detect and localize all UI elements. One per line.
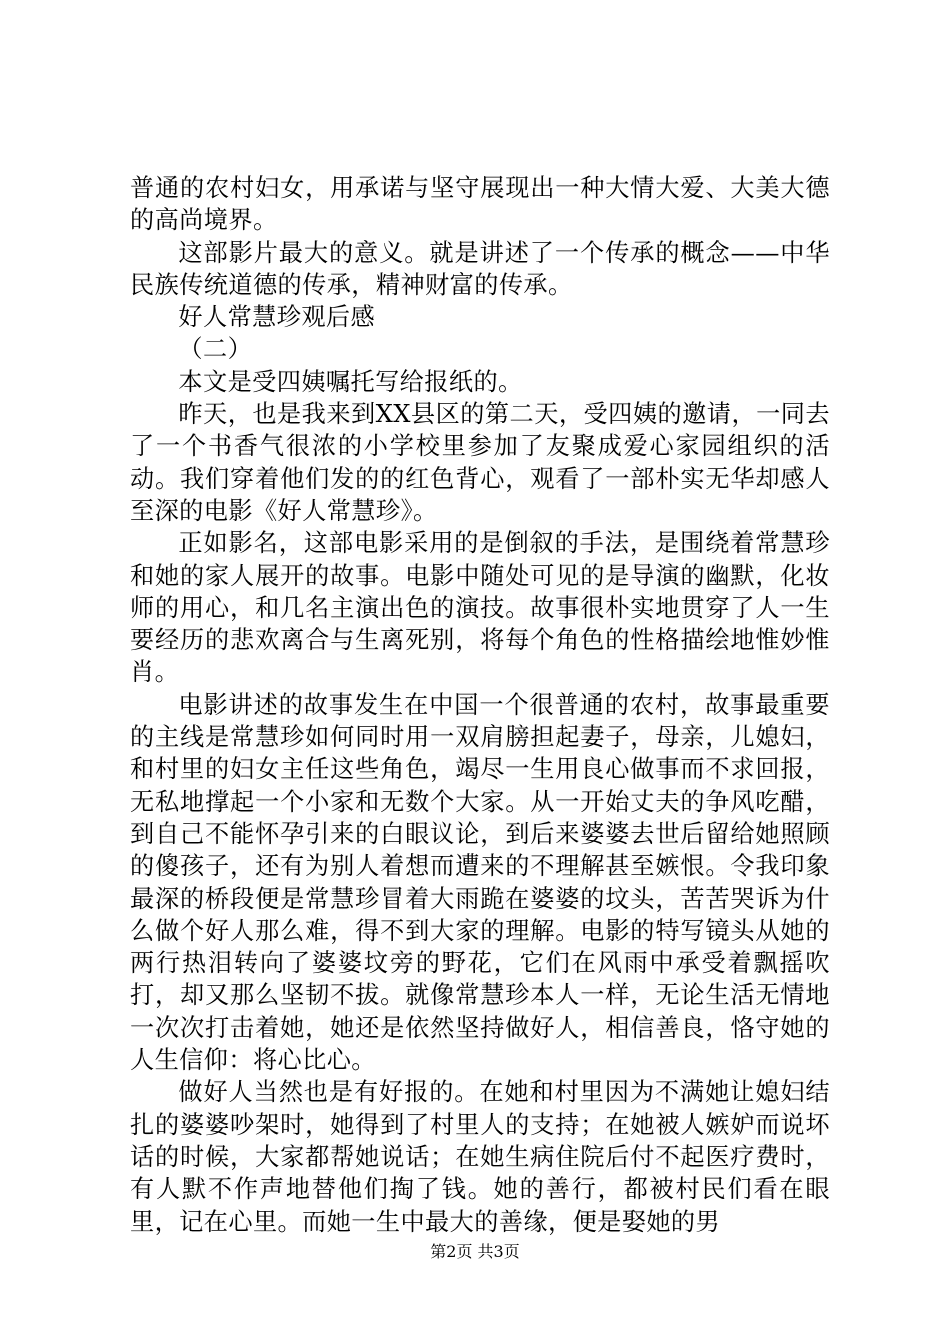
- paragraph: 电影讲述的故事发生在中国一个很普通的农村，故事最重要的主线是常慧珍如何同时用一双肩膀担起妻子，母亲，儿媳妇，和村里的妇女主任这些角色，竭尽一生用良心做事而不求回报，无私地撑起一个小家和无数个大家。从一开始丈夫的争风吃醋，到自己不能怀孕引来的白眼议论，到后来婆婆去世后留给她照顾的傻孩子，还有为别人着想而遭来的不理解甚至嫉恨。令我印象最深的桥段便是常慧珍冒着大雨跪在婆婆的坟头，苦苦哭诉为什么做个好人那么难，得不到大家的理解。电影的特写镜头从她的两行热泪转向了婆婆坟旁的野花，它们在风雨中承受着飘摇吹打，却又那么坚韧不拔。就像常慧珍本人一样，无论生活无情地一次次打击着她，她还是依然坚持做好人，相信善良，恪守她的人生信仰：将心比心。: [130, 690, 830, 1075]
- paragraph: 本文是受四姨嘱托写给报纸的。: [178, 367, 523, 396]
- article-title: 好人常慧珍观后感: [178, 303, 376, 332]
- section-number: （二）: [178, 335, 253, 364]
- paragraph: 做好人当然也是有好报的。在她和村里因为不满她让媳妇结扎的婆婆吵架时，她得到了村里人的支持；在她被人嫉妒而说坏话的时候，大家都帮她说话；在她生病住院后付不起医疗费时，有人默不作声地替他们掏了钱。她的善行，都被村民们看在眼里，记在心里。而她一生中最大的善缘，便是娶她的男: [130, 1078, 830, 1236]
- paragraph-continuation: 普通的农村妇女，用承诺与坚守展现出一种大情大爱、大美大德的高尚境界。: [130, 174, 830, 235]
- document-body: [130, 172, 830, 1238]
- page-footer: 第2页 共3页: [430, 1242, 520, 1261]
- paragraph: 昨天，也是我来到XX县区的第二天，受四姨的邀请，一同去了一个书香气很浓的小学校里参加了友聚成爱心家园组织的活动。我们穿着他们发的的红色背心，观看了一部朴实无华却感人至深的电影《好人常慧珍》。: [130, 400, 830, 525]
- paragraph: 正如影名，这部电影采用的是倒叙的手法，是围绕着常慧珍和她的家人展开的故事。电影中随处可见的是导演的幽默，化妆师的用心，和几名主演出色的演技。故事很朴实地贯穿了人一生要经历的悲欢离合与生离死别，将每个角色的性格描绘地惟妙惟肖。: [130, 529, 830, 687]
- paragraph: 这部影片最大的意义。就是讲述了一个传承的概念——中华民族传统道德的传承，精神财富的传承。: [130, 238, 830, 299]
